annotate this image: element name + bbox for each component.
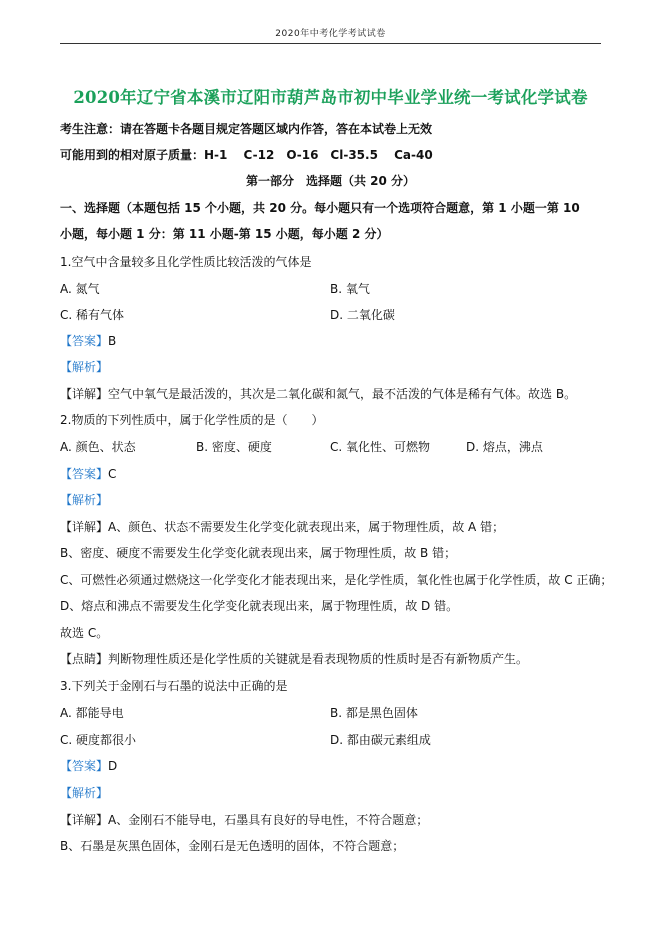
point-tag: 【点睛】 xyxy=(60,652,109,666)
q1-detail xyxy=(60,388,576,400)
atomic-mass-line: 可能用到的相对原子质量：H-1 C-12 O-16 Cl-35.5 Ca-40 xyxy=(60,148,433,162)
detail-tag: 【详解】 xyxy=(60,387,109,401)
q1-detail-text: 空气中氧气是最活泼的，其次是二氧化碳和氮气，最不活泼的气体是稀有气体。故选 B。 xyxy=(108,387,577,401)
header-rule xyxy=(60,43,601,44)
q3-detail-a xyxy=(60,814,428,826)
q3-answer xyxy=(60,760,117,772)
q1-option-a: A. 氮气 xyxy=(60,282,100,296)
q3-detail-a-text: A、金刚石不能导电，石墨具有良好的导电性，不符合题意； xyxy=(108,813,429,827)
exam-title: 2020年辽宁省本溪市辽阳市葫芦岛市初中毕业学业统一考试化学试卷 xyxy=(73,88,588,107)
q3-stem: 3.下列关于金刚石与石墨的说法中正确的是 xyxy=(60,679,288,693)
q3-option-d: D. 都由碳元素组成 xyxy=(330,733,431,747)
q2-option-a: A. 颜色、状态 xyxy=(60,440,136,454)
q3-option-b: B. 都是黑色固体 xyxy=(330,706,418,720)
q2-detail-c: C、可燃性必须通过燃烧这一化学变化才能表现出来，是化学性质，氧化性也属于化学性质，故 C 正确； xyxy=(60,573,613,587)
detail-tag: 【详解】 xyxy=(60,813,109,827)
q1-option-d: D. 二氧化碳 xyxy=(330,308,395,322)
q2-option-b: B. 密度、硬度 xyxy=(196,440,272,454)
q2-choose: 故选 C。 xyxy=(60,626,109,640)
q2-detail-a xyxy=(60,521,504,533)
q3-answer-value: D xyxy=(108,759,118,773)
q2-answer xyxy=(60,468,116,480)
q2-detail-d: D、熔点和沸点不需要发生化学变化就表现出来，属于物理性质，故 D 错。 xyxy=(60,599,459,613)
q3-detail-b: B、石墨是灰黑色固体，金刚石是无色透明的固体，不符合题意； xyxy=(60,839,405,853)
q1-stem: 1.空气中含量较多且化学性质比较活泼的气体是 xyxy=(60,255,312,269)
detail-tag: 【详解】 xyxy=(60,520,109,534)
q2-point-text: 判断物理性质还是化学性质的关键就是看表现物质的性质时是否有新物质产生。 xyxy=(108,652,529,666)
answer-tag: 【答案】 xyxy=(60,759,109,773)
q2-analysis-tag: 【解析】 xyxy=(60,493,109,507)
q2-point xyxy=(60,653,528,665)
q2-answer-value: C xyxy=(108,467,117,481)
q2-stem: 2.物质的下列性质中，属于化学性质的是（ ） xyxy=(60,413,324,427)
q3-option-c: C. 硬度都很小 xyxy=(60,733,137,747)
q2-option-d: D. 熔点，沸点 xyxy=(466,440,543,454)
page-header: 2020年中考化学考试试卷 xyxy=(275,29,386,39)
answer-tag: 【答案】 xyxy=(60,334,109,348)
q2-option-c: C. 氧化性、可燃物 xyxy=(330,440,431,454)
section-intro-1: 一、选择题（本题包括 15 个小题，共 20 分。每小题只有一个选项符合题意，第 1 小题一第 10 xyxy=(60,201,580,215)
q1-answer xyxy=(60,335,116,347)
answer-tag: 【答案】 xyxy=(60,467,109,481)
q1-option-c: C. 稀有气体 xyxy=(60,308,125,322)
q3-analysis-tag: 【解析】 xyxy=(60,786,109,800)
q1-option-b: B. 氧气 xyxy=(330,282,370,296)
q3-option-a: A. 都能导电 xyxy=(60,706,124,720)
candidate-notice: 考生注意：请在答题卡各题目规定答题区域内作答，答在本试卷上无效 xyxy=(60,122,433,136)
q1-analysis-tag: 【解析】 xyxy=(60,360,109,374)
part-title: 第一部分 选择题（共 20 分） xyxy=(245,174,416,188)
q2-detail-b: B、密度、硬度不需要发生化学变化就表现出来，属于物理性质，故 B 错； xyxy=(60,546,457,560)
section-intro-2: 小题，每小题 1 分：第 11 小题-第 15 小题，每小题 2 分） xyxy=(60,227,389,241)
q2-detail-a-text: A、颜色、状态不需要发生化学变化就表现出来，属于物理性质，故 A 错； xyxy=(108,520,505,534)
q1-answer-value: B xyxy=(108,334,117,348)
